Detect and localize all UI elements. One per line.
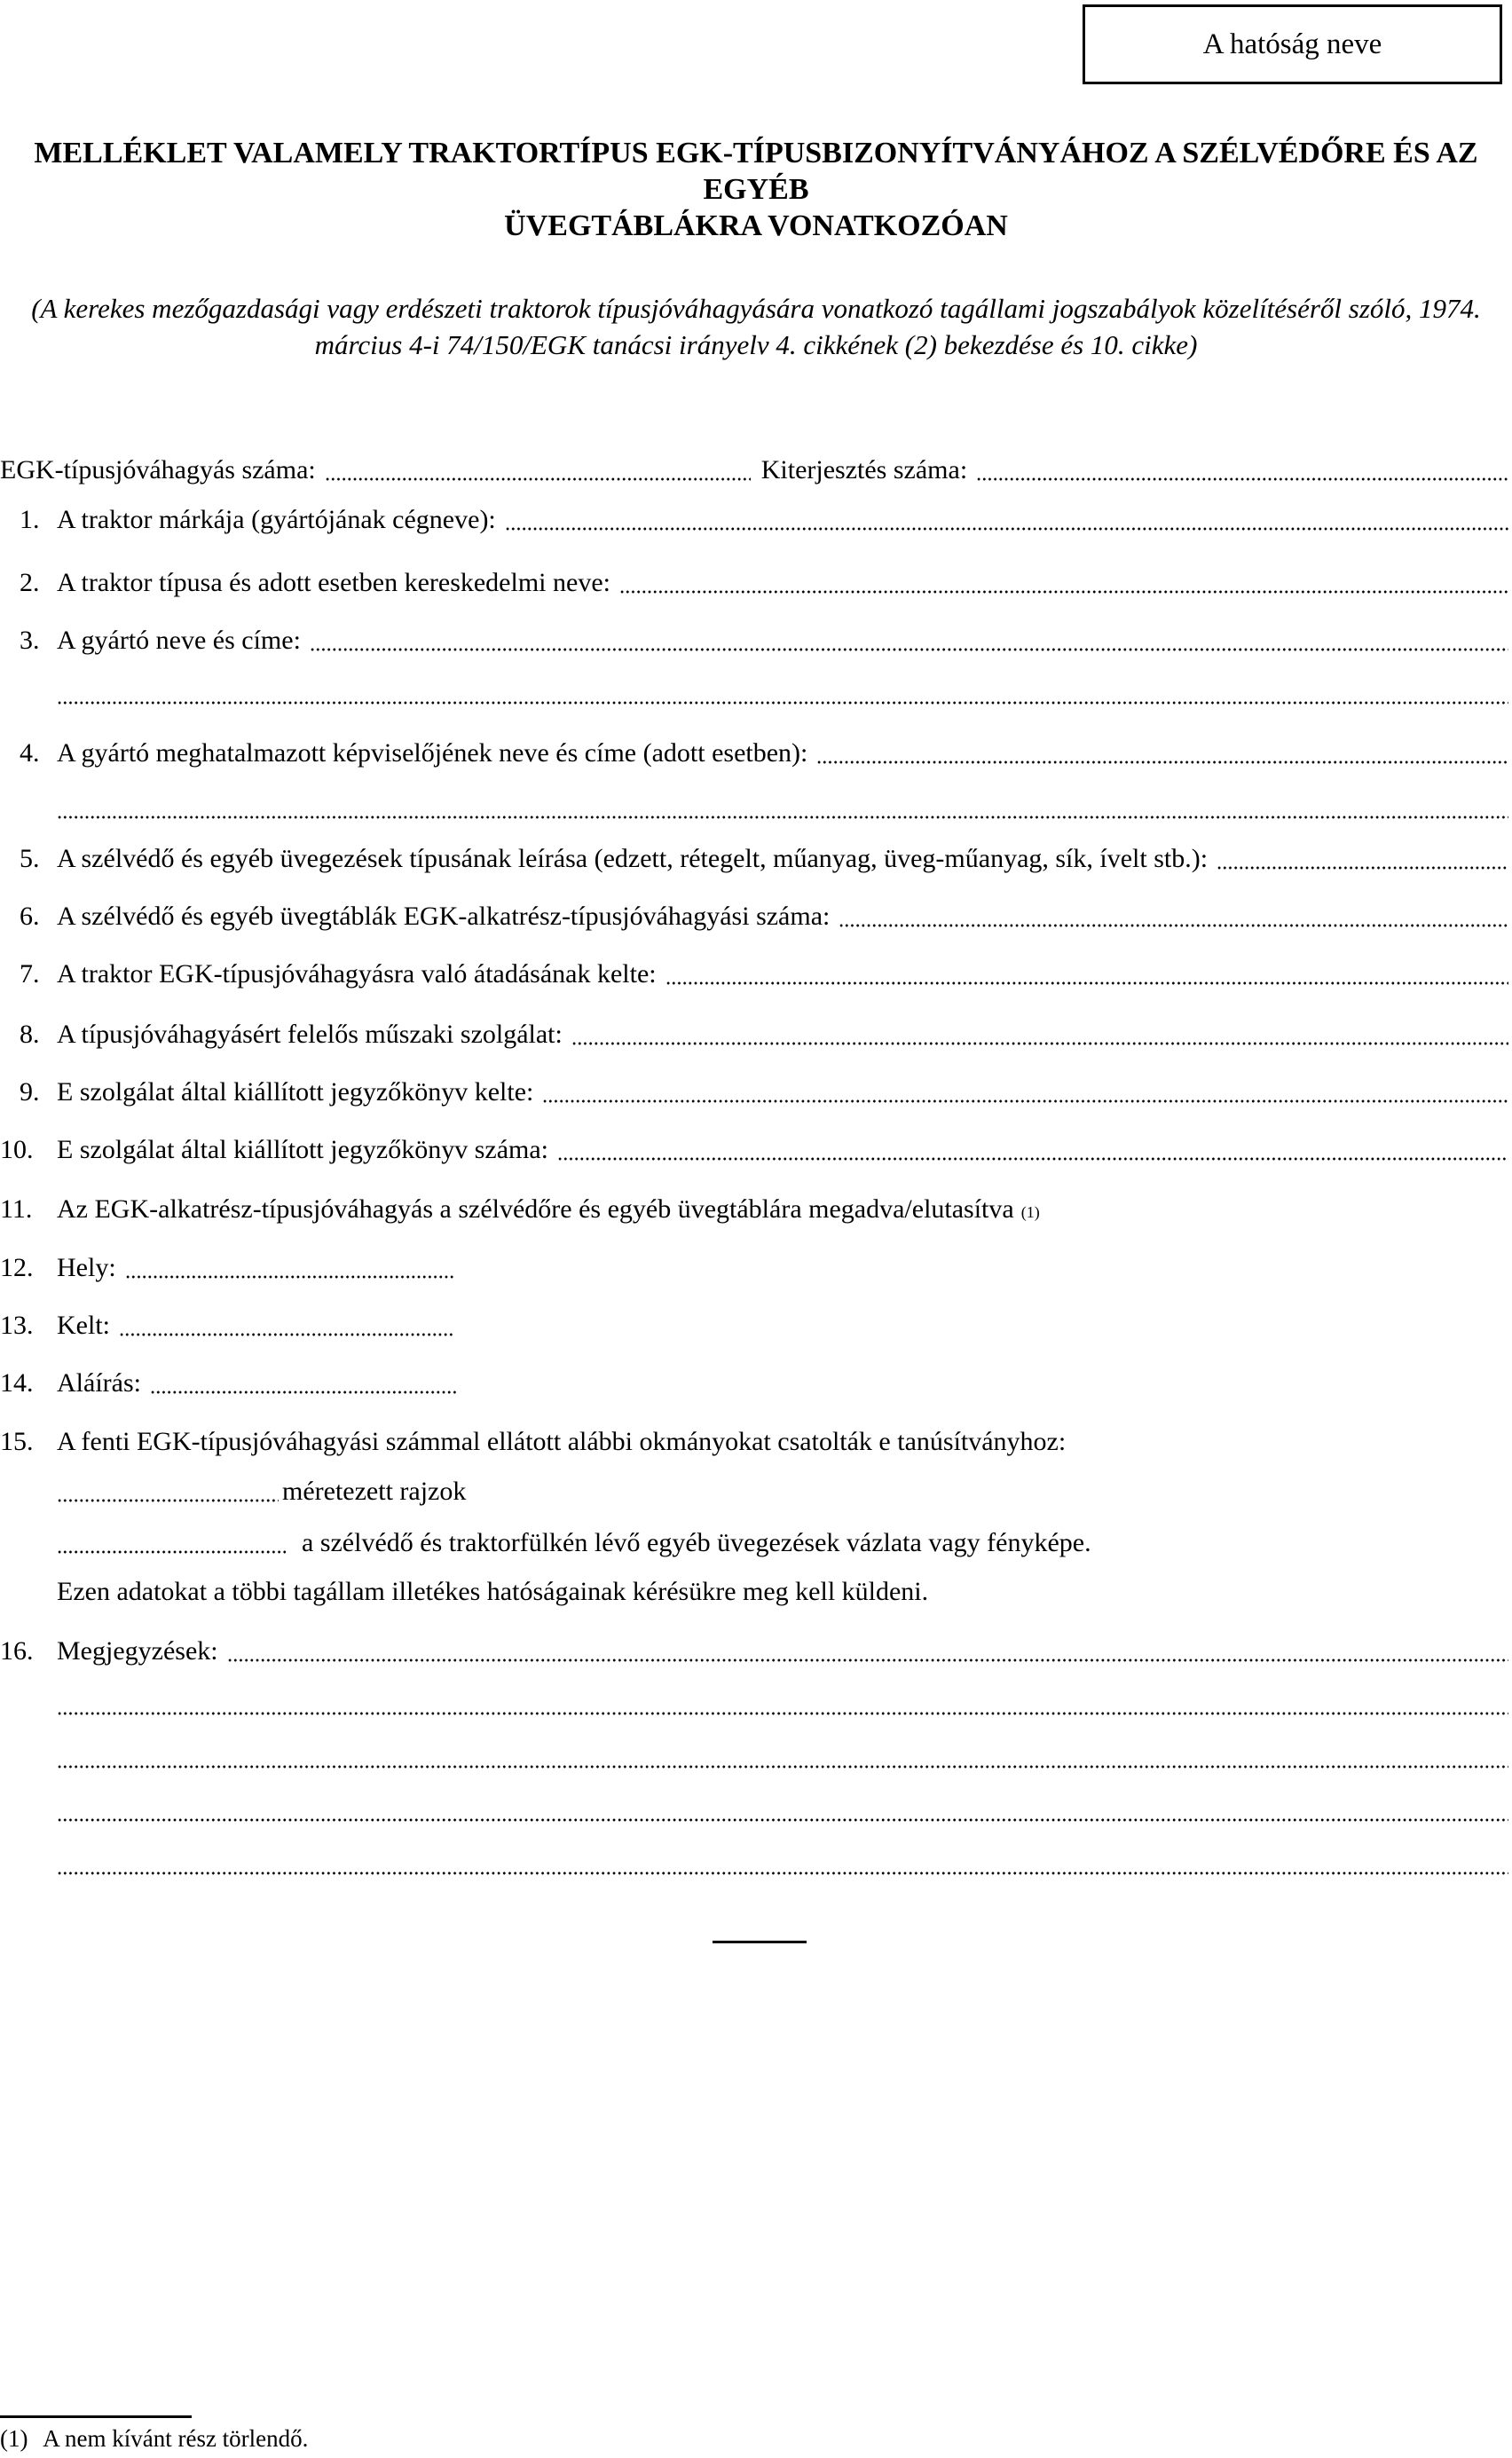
item-5-field[interactable]	[1217, 866, 1508, 870]
item-number: 3.	[20, 626, 40, 655]
item-label: A traktor EGK-típusjóváhagyásra való átadásának kelte:	[57, 959, 657, 989]
item-number: 12.	[0, 1253, 34, 1282]
footnote-text: A nem kívánt rész törlendő.	[43, 2425, 309, 2452]
form-item-4	[0, 734, 1512, 773]
item-3-field[interactable]	[310, 648, 1508, 651]
form-item-12	[0, 1249, 1512, 1288]
item-9-field[interactable]	[542, 1099, 1508, 1103]
form-item-2	[0, 563, 1512, 603]
extension-number-label: Kiterjesztés száma:	[760, 455, 968, 485]
item-number: 14.	[0, 1368, 34, 1398]
item-8-field[interactable]	[571, 1042, 1508, 1045]
footnote-separator	[0, 2415, 192, 2418]
item-label: A traktor márkája (gyártójának cégneve):	[57, 505, 496, 534]
form-item-10	[0, 1131, 1512, 1170]
item-4-continuation-field[interactable]	[57, 815, 1508, 819]
item-3-continuation-field[interactable]	[57, 701, 1508, 705]
authority-name-label: A hatóság neve	[1202, 28, 1382, 60]
legal-reference-line-2: március 4-i 74/150/EGK tanácsi irányelv 4. cikkének (2) bekezdése és 10. cikke)	[314, 329, 1198, 360]
legal-reference	[0, 290, 1512, 363]
remarks-continuation-3	[0, 1792, 1512, 1831]
remarks-continuation-field[interactable]	[57, 1765, 1508, 1769]
item-label: A típusjóváhagyásért felelős műszaki szolgálat:	[57, 1020, 563, 1049]
item-label: Kelt:	[57, 1311, 110, 1340]
item-label: A fenti EGK-típusjóváhagyási számmal ellátott alábbi okmányokat csatolták e tanúsítványhoz:	[57, 1427, 1067, 1456]
item-number: 8.	[20, 1020, 40, 1049]
attachment-sketches	[0, 1524, 1512, 1563]
item-label: A traktor típusa és adott esetben kereskedelmi neve:	[57, 568, 610, 597]
item-2-field[interactable]	[619, 590, 1508, 594]
remarks-continuation-2	[0, 1738, 1512, 1777]
item-label: A szélvédő és egyéb üvegezések típusának leírása (edzett, rétegelt, műanyag, üveg-műanyag, sík, ívelt stb.):	[57, 844, 1209, 873]
attachment-drawings-label: méretezett rajzok	[282, 1477, 467, 1506]
item-label: A gyártó neve és címe:	[57, 626, 301, 655]
form-item-13	[0, 1306, 1512, 1345]
form-item-7	[0, 955, 1512, 994]
attachment-sketches-label: a szélvédő és traktorfülkén lévő egyéb üvegezések vázlata vagy fényképe.	[302, 1528, 1091, 1557]
item-label: Megjegyzések:	[57, 1636, 218, 1666]
form-item-11	[0, 1190, 1512, 1229]
remarks-continuation-1	[0, 1685, 1512, 1724]
item-7-field[interactable]	[665, 981, 1508, 985]
form-item-3	[0, 621, 1512, 660]
item-number: 2.	[20, 568, 40, 597]
item-label: Aláírás:	[57, 1368, 141, 1398]
item-3-continuation	[0, 674, 1512, 713]
header-fields-row	[0, 451, 1512, 490]
item-1-field[interactable]	[505, 527, 1508, 531]
document-title-line-2: ÜVEGTÁBLÁKRA VONATKOZÓAN	[504, 209, 1008, 242]
footnote-reference[interactable]: (1)	[1020, 1203, 1040, 1221]
item-number: 1.	[20, 505, 40, 534]
approval-number-field[interactable]	[325, 477, 751, 481]
form-item-8	[0, 1015, 1512, 1054]
footnote	[0, 2425, 308, 2453]
document-title	[0, 135, 1512, 244]
form-item-1	[0, 500, 1512, 540]
item-6-field[interactable]	[839, 924, 1508, 927]
item-number: 7.	[20, 959, 40, 989]
date-field[interactable]	[119, 1333, 454, 1336]
remarks-continuation-field[interactable]	[57, 1818, 1508, 1822]
form-item-14	[0, 1364, 1512, 1403]
end-of-form-rule	[713, 1941, 807, 1943]
item-number: 10.	[0, 1135, 34, 1164]
form-item-15	[0, 1422, 1512, 1461]
item-number: 11.	[0, 1194, 33, 1224]
form-item-9	[0, 1073, 1512, 1112]
item-label: A gyártó meghatalmazott képviselőjének neve és címe (adott esetben):	[57, 738, 808, 768]
item-number: 16.	[0, 1636, 34, 1666]
remarks-continuation-field[interactable]	[57, 1871, 1508, 1875]
attachments-note	[0, 1572, 1512, 1611]
remarks-field[interactable]	[227, 1658, 1508, 1662]
legal-reference-line-1: (A kerekes mezőgazdasági vagy erdészeti traktorok típusjóváhagyására vonatkozó tagállami jogszabályok közelítéséről szóló, 1974.	[31, 293, 1481, 324]
footnote-marker: (1)	[0, 2425, 28, 2452]
item-label: A szélvédő és egyéb üvegtáblák EGK-alkatrész-típusjóváhagyási száma:	[57, 902, 831, 931]
item-number: 13.	[0, 1311, 34, 1340]
authority-name-box	[1083, 4, 1502, 84]
approval-number-label: EGK-típusjóváhagyás száma:	[0, 455, 316, 485]
item-4-field[interactable]	[816, 760, 1508, 764]
item-4-continuation	[0, 789, 1512, 828]
remarks-continuation-4	[0, 1845, 1512, 1884]
attachment-drawings	[0, 1472, 1512, 1511]
item-number: 15.	[0, 1427, 34, 1456]
item-number: 4.	[20, 738, 40, 768]
item-label: E szolgálat által kiállított jegyzőkönyv kelte:	[57, 1077, 534, 1107]
item-number: 9.	[20, 1077, 40, 1107]
item-number: 5.	[20, 844, 40, 873]
form-item-6	[0, 897, 1512, 936]
place-field[interactable]	[125, 1275, 453, 1279]
document-title-line-1: MELLÉKLET VALAMELY TRAKTORTÍPUS EGK-TÍPUSBIZONYÍTVÁNYÁHOZ A SZÉLVÉDŐRE ÉS AZ EGYÉB	[34, 137, 1478, 206]
item-label: Az EGK-alkatrész-típusjóváhagyás a szélvédőre és egyéb üvegtáblára megadva/elutasítva	[57, 1194, 1014, 1224]
attachments-note-text: Ezen adatokat a többi tagállam illetékes hatóságainak kérésükre meg kell küldeni.	[57, 1577, 929, 1606]
attachment-drawings-count-field[interactable]	[57, 1499, 279, 1502]
item-label: E szolgálat által kiállított jegyzőkönyv száma:	[57, 1135, 549, 1164]
item-label: Hely:	[57, 1253, 116, 1282]
extension-number-field[interactable]	[976, 477, 1508, 481]
remarks-continuation-field[interactable]	[57, 1712, 1508, 1715]
item-10-field[interactable]	[557, 1157, 1508, 1161]
attachment-sketches-count-field[interactable]	[57, 1550, 286, 1554]
signature-field[interactable]	[150, 1391, 456, 1394]
form-item-5	[0, 839, 1512, 878]
item-number: 6.	[20, 902, 40, 931]
form-item-16	[0, 1632, 1512, 1671]
